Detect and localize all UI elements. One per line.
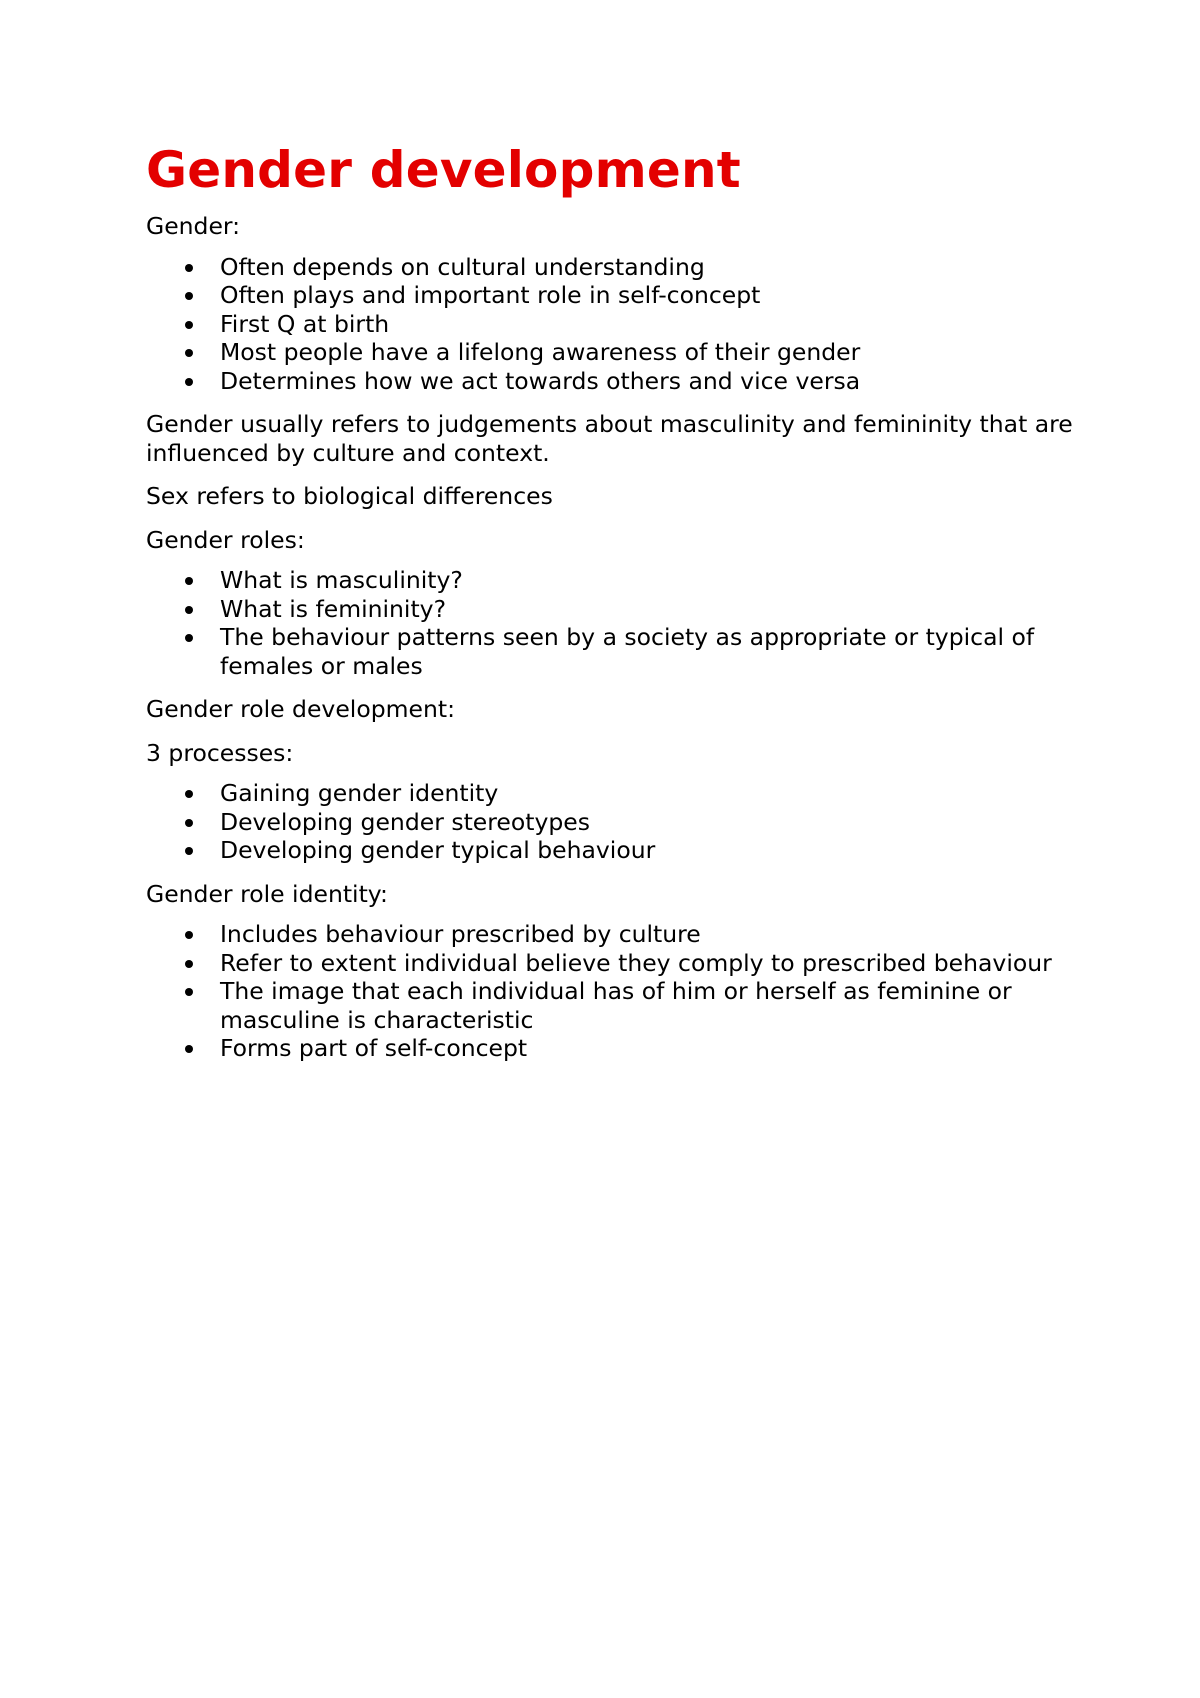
list-item-text: Developing gender typical behaviour	[220, 836, 656, 864]
list-item	[146, 595, 1086, 624]
list-item-text: The image that each individual has of him or herself as feminine or masculine is characteristic	[220, 977, 1012, 1034]
list-item	[146, 836, 1086, 865]
list-item-text: First Q at birth	[220, 309, 390, 338]
list-item-text: Forms part of self-concept	[220, 1034, 528, 1062]
list-item	[146, 1034, 1086, 1063]
gender-role-development-heading: Gender role development:	[146, 695, 455, 723]
list-item	[146, 808, 1086, 837]
bullet-icon	[185, 292, 193, 300]
list-item-text: Often plays and important role in self-concept	[220, 281, 761, 309]
bullet-icon	[185, 378, 193, 386]
list-item-text: Determines how we act towards others and vice versa	[220, 366, 861, 395]
list-item	[146, 949, 1086, 978]
list-item	[146, 779, 1086, 808]
bullet-icon	[185, 960, 193, 968]
gender-role-identity-list	[146, 920, 1086, 1063]
list-item-text: Includes behaviour prescribed by culture	[220, 920, 701, 948]
gender-roles-heading: Gender roles:	[146, 525, 305, 554]
bullet-icon	[185, 264, 193, 272]
bullet-icon	[185, 606, 193, 614]
bullet-icon	[185, 847, 193, 855]
bullet-icon	[185, 819, 193, 827]
bullet-icon	[185, 634, 193, 642]
gender-definition: Gender usually refers to judgements about masculinity and femininity that are influenced by culture and context.	[146, 410, 1073, 467]
list-item-text: Developing gender stereotypes	[220, 807, 590, 836]
document-page	[146, 140, 1086, 1078]
list-item-text: Often depends on cultural understanding	[220, 252, 705, 281]
list-item	[146, 977, 1086, 1034]
list-item	[146, 281, 1086, 310]
list-item	[146, 623, 1086, 680]
bullet-icon	[185, 321, 193, 329]
bullet-icon	[185, 988, 193, 996]
list-item-text: Gaining gender identity	[220, 779, 499, 807]
document-title: Gender development	[146, 141, 741, 199]
gender-roles-list	[146, 566, 1086, 680]
list-item-text: The behaviour patterns seen by a society as appropriate or typical of females or males	[220, 623, 1035, 680]
gender-role-identity-heading: Gender role identity:	[146, 879, 388, 908]
bullet-icon	[185, 931, 193, 939]
bullet-icon	[185, 577, 193, 585]
list-item	[146, 920, 1086, 949]
list-item-text: What is masculinity?	[220, 566, 463, 594]
gender-heading: Gender:	[146, 212, 241, 240]
list-item	[146, 253, 1086, 282]
list-item-text: What is femininity?	[220, 594, 447, 623]
bullet-icon	[185, 1045, 193, 1053]
sex-definition: Sex refers to biological differences	[146, 482, 553, 510]
gender-list	[146, 253, 1086, 396]
list-item	[146, 367, 1086, 396]
list-item	[146, 338, 1086, 367]
list-item-text: Most people have a lifelong awareness of their gender	[220, 338, 861, 366]
list-item-text: Refer to extent individual believe they comply to prescribed behaviour	[220, 948, 1052, 977]
list-item	[146, 310, 1086, 339]
list-item	[146, 566, 1086, 595]
processes-list	[146, 779, 1086, 865]
processes-heading: 3 processes:	[146, 738, 294, 767]
bullet-icon	[185, 349, 193, 357]
bullet-icon	[185, 790, 193, 798]
